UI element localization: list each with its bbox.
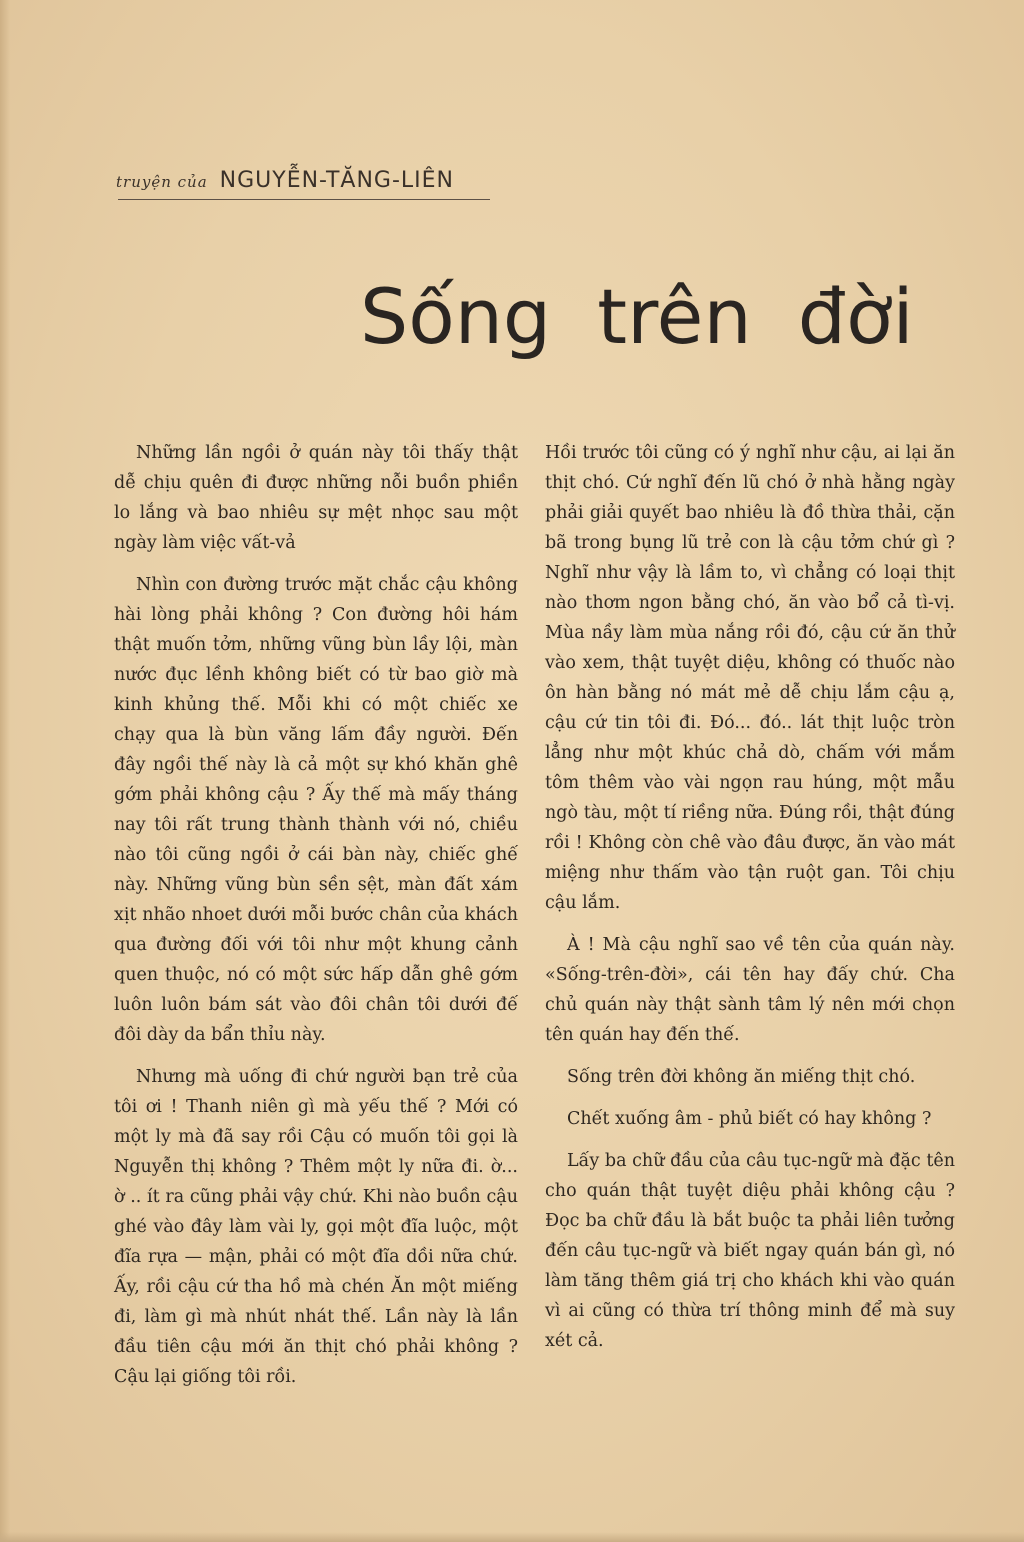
byline-prefix: truyện của: [116, 173, 208, 191]
byline-underline: [118, 199, 490, 200]
paragraph: Lấy ba chữ đầu của câu tục-ngữ mà đặc tên cho quán thật tuyệt diệu phải không cậu ? Đọc ba chữ đầu là bắt buộc ta phải liên tưởng đến câu tục-ngữ và biết ngay quán bán gì, nó làm tăng thêm giá trị cho khách khi vào quán vì ai cũng có thừa trí thông minh để mà suy xét cả.: [545, 1151, 955, 1351]
paragraph: Những lần ngồi ở quán này tôi thấy thật dễ chịu quên đi được những nỗi buồn phiền lo lắng và bao nhiêu sự mệt nhọc sau một ngày làm việc vất-vả: [114, 443, 518, 553]
paragraph: Sống trên đời không ăn miếng thịt chó.: [567, 1067, 916, 1087]
paragraph: Nhìn con đường trước mặt chắc cậu không hài lòng phải không ? Con đường hôi hám thật muốn tởm, những vũng bùn lầy lội, màn nước đục lềnh không biết có từ bao giờ mà kinh khủng thế. Mỗi khi có một chiếc xe chạy qua là bùn văng lấm đầy người. Đến đây ngồi thế này là cả một sự khó khăn ghê gớm phải không cậu ? Ấy thế mà mấy tháng nay tôi rất trung thành thành với nó, chiều nào tôi cũng ngồi ở cái bàn này, chiếc ghế này. Những vũng bùn sền sệt, màn đất xám xịt nhão nhoet dưới mỗi bước chân của khách qua đường đối với tôi như một khung cảnh quen thuộc, nó có một sức hấp dẫn ghê gớm luôn luôn bám sát vào đôi chân tôi dưới đế đôi dày da bẩn thỉu này.: [114, 575, 518, 1045]
left-column: [114, 438, 518, 1392]
byline: [116, 168, 496, 193]
author-name: NGUYỄN-TĂNG-LIÊN: [219, 168, 455, 193]
right-column: [545, 438, 955, 1356]
story-title: Sống trên đời: [360, 272, 914, 361]
paragraph: Hồi trước tôi cũng có ý nghĩ như cậu, ai lại ăn thịt chó. Cứ nghĩ đến lũ chó ở nhà hằng ngày phải giải quyết bao nhiêu là đồ thừa thải, cặn bã trong bụng lũ trẻ con là cậu tởm chứ gì ? Nghĩ như vậy là lầm to, vì chẳng có loại thịt nào thơm ngon bằng chó, ăn vào bổ cả tì-vị. Mùa nầy làm mùa nắng rồi đó, cậu cứ ăn thử vào xem, thật tuyệt diệu, không có thuốc nào ôn hàn bằng nó mát mẻ dễ chịu lắm cậu ạ, cậu cứ tin tôi đi. Đó... đó.. lát thịt luộc tròn lẳng như một khúc chả dò, chấm với mắm tôm thêm vào vài ngọn rau húng, một mẫu ngò tàu, một tí riềng nữa. Đúng rồi, thật đúng rồi ! Không còn chê vào đâu được, ăn vào mát miệng như thấm vào tận ruột gan. Tôi chịu cậu lắm.: [545, 443, 955, 913]
paragraph: À ! Mà cậu nghĩ sao về tên của quán này. «Sống-trên-đời», cái tên hay đấy chứ. Cha chủ quán này thật sành tâm lý nên mới chọn tên quán hay đến thế.: [545, 935, 955, 1045]
paragraph: Nhưng mà uống đi chứ người bạn trẻ của tôi ơi ! Thanh niên gì mà yếu thế ? Mới có một ly mà đã say rồi Cậu có muốn tôi gọi là Nguyễn thị không ? Thêm một ly nữa đi. ờ... ờ .. ít ra cũng phải vậy chứ. Khi nào buồn cậu ghé vào đây làm vài ly, gọi một đĩa luộc, một đĩa rựa — mận, phải có một đĩa dồi nữa chứ. Ấy, rồi cậu cứ tha hồ mà chén Ăn một miếng đi, làm gì mà nhút nhát thế. Lần này là lần đầu tiên cậu mới ăn thịt chó phải không ? Cậu lại giống tôi rồi.: [114, 1067, 518, 1387]
page-edge-shadow: [0, 0, 10, 1542]
page-bottom-edge: [0, 1532, 1024, 1542]
paragraph: Chết xuống âm - phủ biết có hay không ?: [567, 1109, 932, 1129]
